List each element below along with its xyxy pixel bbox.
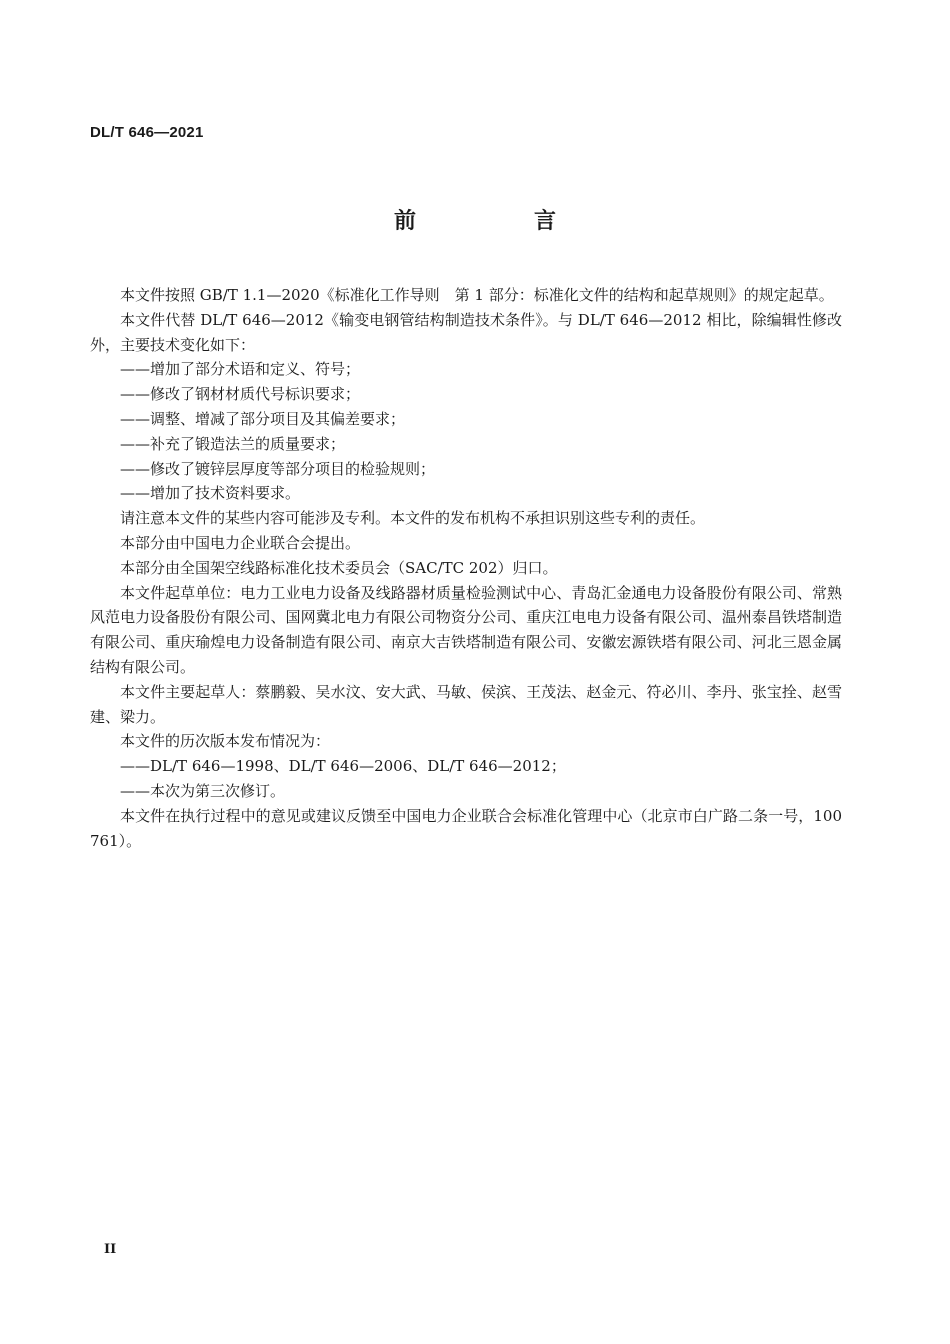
paragraph-feedback: 本文件在执行过程中的意见或建议反馈至中国电力企业联合会标准化管理中心（北京市白广路二条一号，100761）。 [90,806,842,850]
paragraph-proposer: 本部分由中国电力企业联合会提出。 [120,533,361,552]
change-item: ——增加了部分术语和定义、符号； [120,360,361,379]
paragraph-drafting-basis: 本文件按照 GB/T 1.1—2020《标准化工作导则 第 1 部分：标准化文件的结构和起草规则》的规定起草。 [120,286,834,304]
paragraph-drafting-units: 本文件起草单位：电力工业电力设备及线路器材质量检验测试中心、青岛汇金通电力设备股份有限公司、常熟风范电力设备股份有限公司、国网冀北电力有限公司物资分公司、重庆江电电力设备有限公司、温州泰昌铁塔制造有限公司、重庆瑜煌电力设备制造有限公司、南京大吉铁塔制造有限公司、安徽宏源铁塔有限公司、河北三恩金属结构有限公司。 [90,583,842,676]
change-item: ——修改了钢材材质代号标识要求； [120,385,361,404]
paragraph-history-intro: 本文件的历次版本发布情况为： [120,732,331,751]
page-number: II [104,1242,117,1257]
change-item: ——补充了锻造法兰的质量要求； [120,434,346,453]
paragraph-replacement: 本文件代替 DL/T 646—2012《输变电钢管结构制造技术条件》。与 DL/T 646—2012 相比，除编辑性修改外，主要技术变化如下： [90,310,842,354]
history-item: ——DL/T 646—1998、DL/T 646—2006、DL/T 646—2012； [120,757,566,776]
paragraph-patent-notice: 请注意本文件的某些内容可能涉及专利。本文件的发布机构不承担识别这些专利的责任。 [120,509,706,528]
paragraph-drafters: 本文件主要起草人：蔡鹏毅、吴水汶、安大武、马敏、侯滨、王茂法、赵金元、符必川、李丹、张宝拴、赵雪建、梁力。 [90,682,842,726]
document-code: DL/T 646—2021 [90,124,204,141]
change-item: ——增加了技术资料要求。 [120,484,301,503]
change-item: ——调整、增减了部分项目及其偏差要求； [120,409,406,428]
change-item: ——修改了镀锌层厚度等部分项目的检验规则； [120,459,436,478]
history-item: ——本次为第三次修订。 [120,781,286,800]
foreword-body [90,283,842,853]
page-title: 前 言 [393,209,604,234]
paragraph-committee: 本部分由全国架空线路标准化技术委员会（SAC/TC 202）归口。 [120,558,558,577]
